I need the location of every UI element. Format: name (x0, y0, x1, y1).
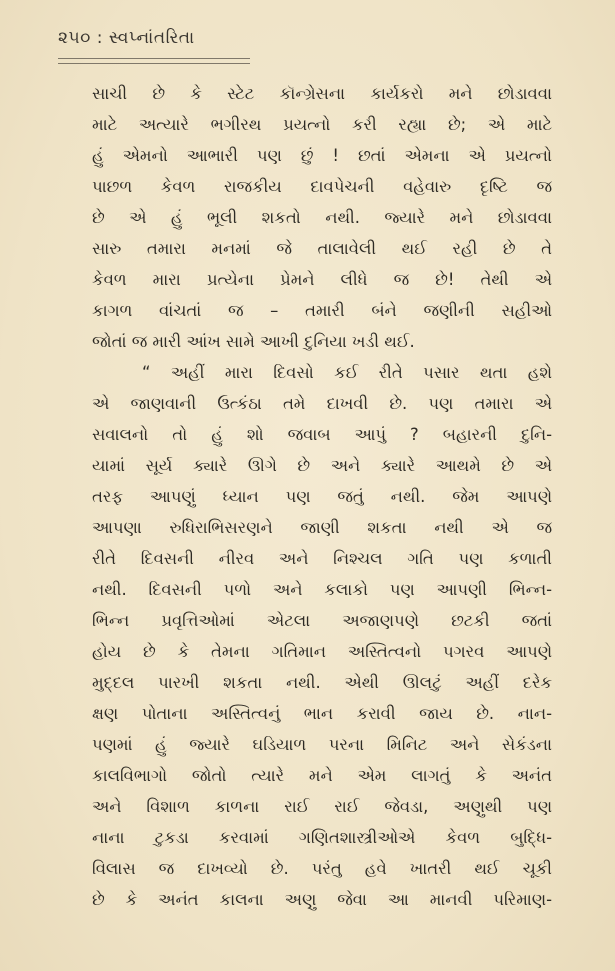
text-line: કેવળ મારા પ્રત્યેના પ્રેમને લીધે જ છે! તેથી એ (92, 270, 552, 289)
text-line: વિલાસ જ દાખવ્યો છે. પરંતુ હવે ખાતરી થઈ ચૂકી (92, 859, 552, 878)
header-rule (58, 58, 250, 64)
text-line: પણમાં હું જ્યારે ઘડિયાળ પરના મિનિટ અને સેકંડના (92, 735, 552, 754)
text-line: તરફ આપણું ધ્યાન પણ જતું નથી. જેમ આપણે (92, 487, 552, 506)
body-text (92, 78, 552, 915)
text-line: ક્ષણ પોતાના અસ્તિત્વનું ભાન કરાવી જાય છે. નાન- (92, 704, 552, 723)
text-line: નથી. દિવસની પળો અને કલાકો પણ આપણી ભિન્ન- (92, 580, 552, 599)
text-line: સારુ તમારા મનમાં જે તાલાવેલી થઈ રહી છે તે (92, 239, 552, 258)
text-line: મુદ્દલ પારખી શકતા નથી. એથી ઊલટું અહીં દરેક (92, 673, 552, 692)
text-line: છે એ હું ભૂલી શકતો નથી. જ્યારે મને છોડાવવા (92, 208, 552, 227)
text-line: કાલવિભાગો જોતો ત્યારે મને એમ લાગતું કે અનંત (92, 766, 552, 785)
text-line: ભિન્ન પ્રવૃત્તિઓમાં એટલા અજાણપણે છટકી જતાં (92, 611, 552, 630)
text-line: માટે અત્યારે ભગીરથ પ્રયત્નો કરી રહ્યા છે; એ માટે (92, 115, 552, 134)
text-line: એ જાણવાની ઉત્કંઠા તમે દાખવી છે. પણ તમારા એ (92, 394, 552, 413)
text-line: હોય છે કે તેમના ગતિમાન અસ્તિત્વનો પગરવ આપણે (92, 642, 552, 661)
text-line: યામાં સૂર્ય ક્યારે ઊગે છે અને ક્યારે આથમે છે એ (92, 456, 552, 475)
text-line: છે કે અનંત કાલના અણુ જેવા આ માનવી પરિમાણ- (92, 890, 552, 909)
text-line: પાછળ કેવળ રાજકીય દાવપેચની વહેવારુ દૃષ્ટિ જ (92, 177, 552, 196)
text-line: નાના ટુકડા કરવામાં ગણિતશાસ્ત્રીઓએ કેવળ બુદ્ધિ- (92, 828, 552, 847)
text-line: રીતે દિવસની નીરવ અને નિશ્ચલ ગતિ પણ કળાતી (92, 549, 552, 568)
paragraph-start-line: “ અહીં મારા દિવસો કઈ રીતે પસાર થતા હશે (142, 363, 552, 382)
text-line: હું એમનો આભારી પણ છું ! છતાં એમના એ પ્રયત્નો (92, 146, 552, 165)
text-line: આપણા રુધિરાભિસરણને જાણી શકતા નથી એ જ (92, 518, 552, 537)
text-line: સવાલનો તો હું શો જવાબ આપું ? બહારની દુનિ- (92, 425, 552, 444)
text-line: સાચી છે કે સ્ટેટ કૉન્ગ્રેસના કાર્યકરો મને છોડાવવા (92, 84, 552, 103)
text-line: જોતાં જ મારી આંખ સામે આખી દુનિયા ખડી થઈ. (92, 332, 415, 351)
text-line: કાગળ વાંચતાં જ – તમારી બંને જણીની સહીઓ (92, 301, 552, 320)
running-head: ૨૫૦ : સ્વપ્નાંતરિતા (58, 28, 195, 48)
text-line: અને વિશાળ કાળના રાઈ રાઈ જેવડા, અણુથી પણ (92, 797, 552, 816)
